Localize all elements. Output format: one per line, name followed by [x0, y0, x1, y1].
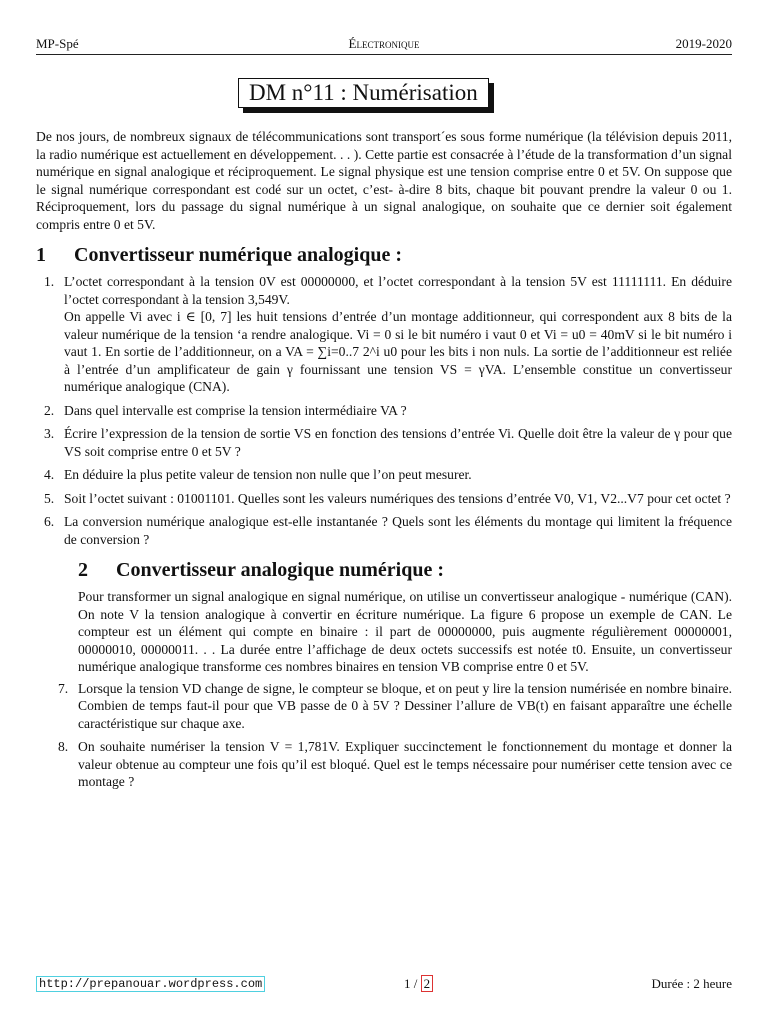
question-number: 6.	[44, 514, 55, 529]
section-2-title: Convertisseur analogique numérique :	[116, 559, 444, 581]
page-indicator	[404, 976, 433, 992]
question-item	[36, 402, 732, 420]
section-2	[36, 558, 732, 791]
question-text: On souhaite numériser la tension V = 1,781V. Expliquer succinctement le fonctionnement du montage et donner la valeur obtenue au compteur une fois qu’il est bloqué. Quel est le temps nécessaire pour numériser cette tension avec ce montage ?	[78, 739, 732, 789]
page-current: 1	[404, 976, 411, 991]
question-number: 2.	[44, 402, 55, 418]
question-item	[36, 490, 732, 508]
question-number: 3.	[44, 426, 55, 441]
exam-duration: Durée : 2 heure	[651, 976, 732, 991]
question-number: 4.	[44, 467, 55, 482]
footer-link[interactable]: http://prepanouar.wordpress.com	[36, 976, 265, 992]
question-text-continued: On appelle Vi avec i ∈ [0, 7] les huit tensions d’entrée d’un montage additionneur, qui correspondent aux 8 bits de la valeur numérique de la tension ‘a rendre analogique. Vi = 0 si le bit numéro i vaut 0 et Vi = u0 = 40mV si le bit numéro i vaut 1. En sortie de l’additionneur, on a VA = ∑i=0..7 2^i u0 pour les bits i non nuls. La sortie de l’additionneur est reliée à l’entrée d’un amplificateur de gain γ fournissant une tension VS = γVA. L’ensemble constitue un convertisseur numérique analogique (CNA).	[64, 309, 732, 394]
question-item	[50, 738, 732, 791]
section-2-number: 2	[78, 559, 88, 581]
section-1-number: 1	[36, 244, 46, 266]
question-item	[50, 680, 732, 733]
question-text: Dans quel intervalle est comprise la tension intermédiaire VA ?	[64, 402, 407, 418]
section-1-questions	[36, 273, 732, 548]
page-title: DM n°11 : Numérisation	[238, 78, 489, 108]
header-year: 2019-2020	[675, 36, 732, 51]
question-text: Soit l’octet suivant : 01001101. Quelles sont les valeurs numériques des tensions d’entrée V0, V1, V2...V7 pour cet octet ?	[64, 490, 731, 506]
page-total-link[interactable]: 2	[421, 975, 434, 992]
section-2-questions	[50, 680, 732, 791]
section-1-heading	[36, 243, 732, 267]
question-item	[36, 273, 732, 396]
question-text: Lorsque la tension VD change de signe, le compteur se bloque, et on peut y lire la tension numérisée en nombre binaire. Combien de temps faut-il pour que VB passe de 0 à 5V ? Dessiner l’allure de VB(t) en faisant apparaître une échelle caractéristique sur chaque axe.	[78, 680, 732, 731]
section-2-intro: Pour transformer un signal analogique en signal numérique, on utilise un convertisseur analogique - numérique (CAN). On note V la tension analogique à convertir en écriture numérique. La figure 6 propose un exemple de CAN. Le compteur est un élément qui compte en binaire : il part de 00000000, puis augmente régulièrement 00000001, 00000010, 00000011. . . La durée entre l’affichage de deux octets successifs est notée t0. Ensuite, un convertisseur numérique analogique transforme ces nombres binaires en tension VB comprise entre 0 et 5V.	[78, 589, 732, 674]
document-body	[36, 128, 732, 797]
question-item	[36, 425, 732, 460]
intro-paragraph: De nos jours, de nombreux signaux de télécommunications sont transport´es sous forme numérique (la télévision depuis 2011, la radio numérique est actuellement en développement. . . ). Cette partie est consacrée à l’étude de la transformation d’un signal numérique en signal analogique et réciproquement. Le signal physique est une tension comprise entre 0 et 5V. On suppose que le signal numérique correspondant est codé sur un octet, c’est- à-dire 8 bits, chaque bit pouvant prendre la valeur 0 ou 1. Réciproquement, lors du passage du signal numérique à un signal analogique, on souhaite que ce dernier soit également compris entre 0 et 5V.	[36, 129, 732, 232]
question-number: 7.	[58, 680, 69, 696]
question-number: 1.	[44, 274, 55, 289]
header-subject: Électronique	[348, 36, 420, 51]
question-text: L’octet correspondant à la tension 0V est 00000000, et l’octet correspondant à la tension 5V est 11111111. En déduire l’octet correspondant à la tension 3,549V.	[64, 274, 732, 307]
question-number: 8.	[58, 739, 69, 754]
question-text: La conversion numérique analogique est-elle instantanée ? Quels sont les éléments du montage qui limitent la fréquence de conversion ?	[64, 514, 732, 547]
page-separator: /	[410, 976, 421, 991]
question-text: En déduire la plus petite valeur de tension non nulle que l’on peut mesurer.	[64, 467, 472, 482]
question-item	[36, 466, 732, 484]
header-class: MP-Spé	[36, 36, 79, 51]
page-footer	[36, 976, 732, 996]
section-1-title: Convertisseur numérique analogique :	[74, 244, 402, 266]
question-item	[36, 513, 732, 548]
page-header	[36, 36, 732, 55]
question-number: 5.	[44, 490, 55, 506]
section-2-heading	[78, 558, 732, 582]
question-text: Écrire l’expression de la tension de sortie VS en fonction des tensions d’entrée Vi. Quelle doit être la valeur de γ pour que VS soit comprise entre 0 et 5V ?	[64, 426, 732, 459]
